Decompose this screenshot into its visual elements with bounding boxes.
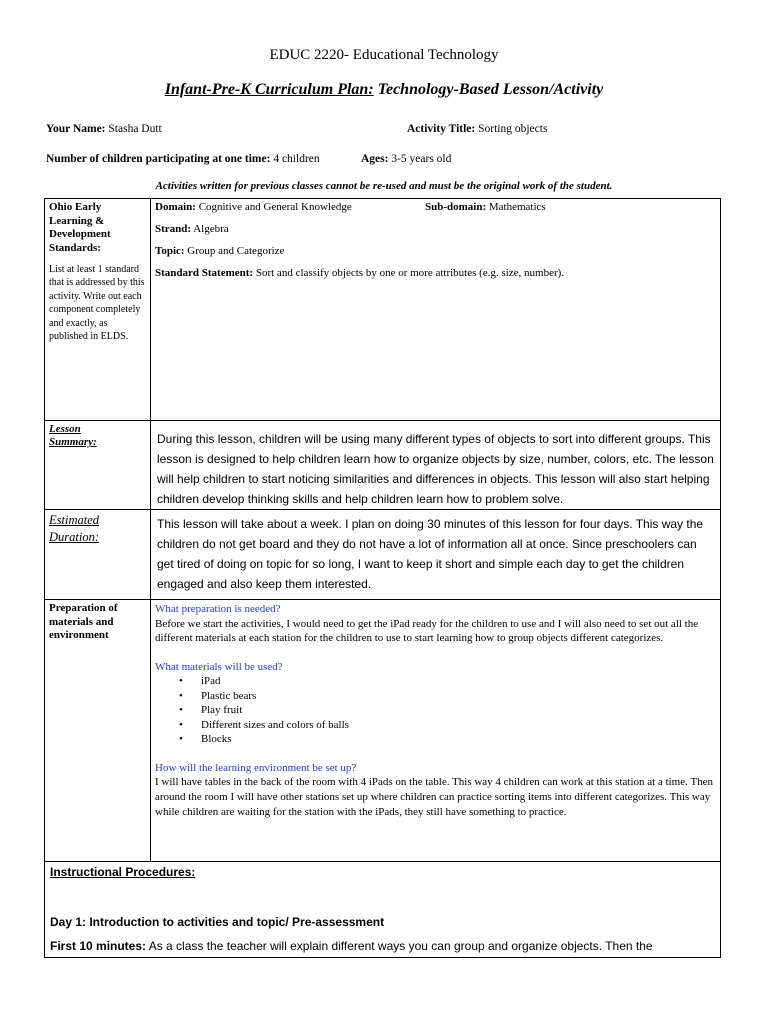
topic-label: Topic: [155,245,185,257]
instruction-cell [45,862,721,958]
preparation-content-cell [151,600,721,862]
topic-value: Group and Categorize [184,245,285,257]
instruction-content [45,862,720,956]
strand-label: Strand: [155,223,192,235]
children-count-line [46,153,320,165]
ages-label: Ages: [361,153,389,165]
environment-question: How will the learning environment be set up? [155,761,357,774]
materials-list [155,674,716,747]
instruction-label: Instructional Procedures: [50,865,196,879]
plan-title [0,81,768,99]
duration-label-cell [45,510,151,600]
curriculum-plan-table [44,198,721,958]
preparation-row [45,600,721,862]
domain-line [155,201,716,214]
ages-line [361,153,451,165]
name-value: Stasha Dutt [105,123,162,135]
list-item: • Play fruit [171,703,716,718]
preparation-content [151,600,720,822]
summary-label-cell [45,421,151,510]
instruction-row [45,862,721,958]
plan-title-italic: Infant-Pre-K Curriculum Plan: [164,81,374,98]
subdomain-value: Mathematics [486,201,546,213]
standard-statement-line [155,267,716,280]
plan-title-rest: Technology-Based Lesson/Activity [373,81,604,98]
standard-statement-label: Standard Statement: [155,267,254,279]
activity-title-label: Activity Title: [407,123,476,135]
summary-content-cell [151,421,721,510]
strand-line [155,223,716,236]
preparation-label: Preparation of materials and environment [49,602,118,641]
strand-value: Algebra [191,223,229,235]
first-10-minutes-line [50,938,715,954]
preparation-question: What preparation is needed? [155,603,281,615]
name-line [46,123,162,135]
course-title: EDUC 2220- Educational Technology [269,47,499,63]
standards-label: Ohio Early Learning & Development Standards: [49,201,111,254]
environment-answer: I will have tables in the back of the room with 4 iPads on the table. This way 4 children can work at this station at a time. Then around the room I will have other stations set up where children can practice sorting items into different categorizes. This way while children are waiting for the station with the iPads, they still have something to practice. [155,776,714,818]
children-count-label: Number of children participating at one time: [46,153,271,165]
materials-question: What materials will be used? [155,660,283,673]
originality-note: Activities written for previous classes cannot be re-used and must be the original work of the student. [155,180,613,192]
day1-heading: Day 1: Introduction to activities and topic/ Pre-assessment [50,915,385,929]
standards-hint: List at least 1 standard that is addressed by this activity. Write out each component completely and exactly, as published in ELDS. [49,264,145,343]
first-10-minutes-label: First 10 minutes: [50,939,147,953]
domain-value: Cognitive and General Knowledge [195,201,352,213]
standards-content-cell [151,199,721,421]
list-item: • iPad [171,674,716,689]
preparation-label-cell [45,600,151,862]
children-count-value: 4 children [270,153,320,165]
list-item: • Blocks [171,732,716,747]
summary-label: Lesson Summary: [49,423,97,448]
subdomain-label: Sub-domain: [425,201,487,213]
standards-label-cell [45,199,151,421]
topic-line [155,245,716,258]
preparation-answer: Before we start the activities, I would need to get the iPad ready for the children to use and I will also need to set out all the different materials at each station for the children to use to start learning how to group objects different categorizes. [155,617,699,644]
first-10-minutes-text: As a class the teacher will explain different ways you can group and organize objects. Then the [146,939,653,953]
duration-text: This lesson will take about a week. I plan on doing 30 minutes of this lesson for four days. This way the children do not get board and they do not have a lot of information all at once. Since preschoolers can get tired of doing on topic for so long, I want to keep it short and simple each day to get the children engaged and also keep them interested. [157,517,704,591]
subdomain-group [425,201,546,214]
name-label: Your Name: [46,123,106,135]
standards-row [45,199,721,421]
standard-statement-value: Sort and classify objects by one or more attributes (e.g. size, number). [253,267,565,279]
summary-row [45,421,721,510]
duration-label: Estimated Duration: [49,513,99,544]
ages-value: 3-5 years old [388,153,452,165]
activity-title-value: Sorting objects [475,123,548,135]
activity-title-line [407,123,547,135]
summary-text: During this lesson, children will be using many different types of objects to sort into different groups. This lesson is designed to help children learn how to organize objects by size, number, colors, etc. The lesson will help children to start noticing similarities and differences in objects. This lesson will also start helping children develop thinking skills and help children learn how to problem solve. [157,432,714,506]
list-item: • Different sizes and colors of balls [171,718,716,733]
domain-label: Domain: [155,201,196,213]
duration-content-cell [151,510,721,600]
duration-row [45,510,721,600]
list-item: • Plastic bears [171,689,716,704]
